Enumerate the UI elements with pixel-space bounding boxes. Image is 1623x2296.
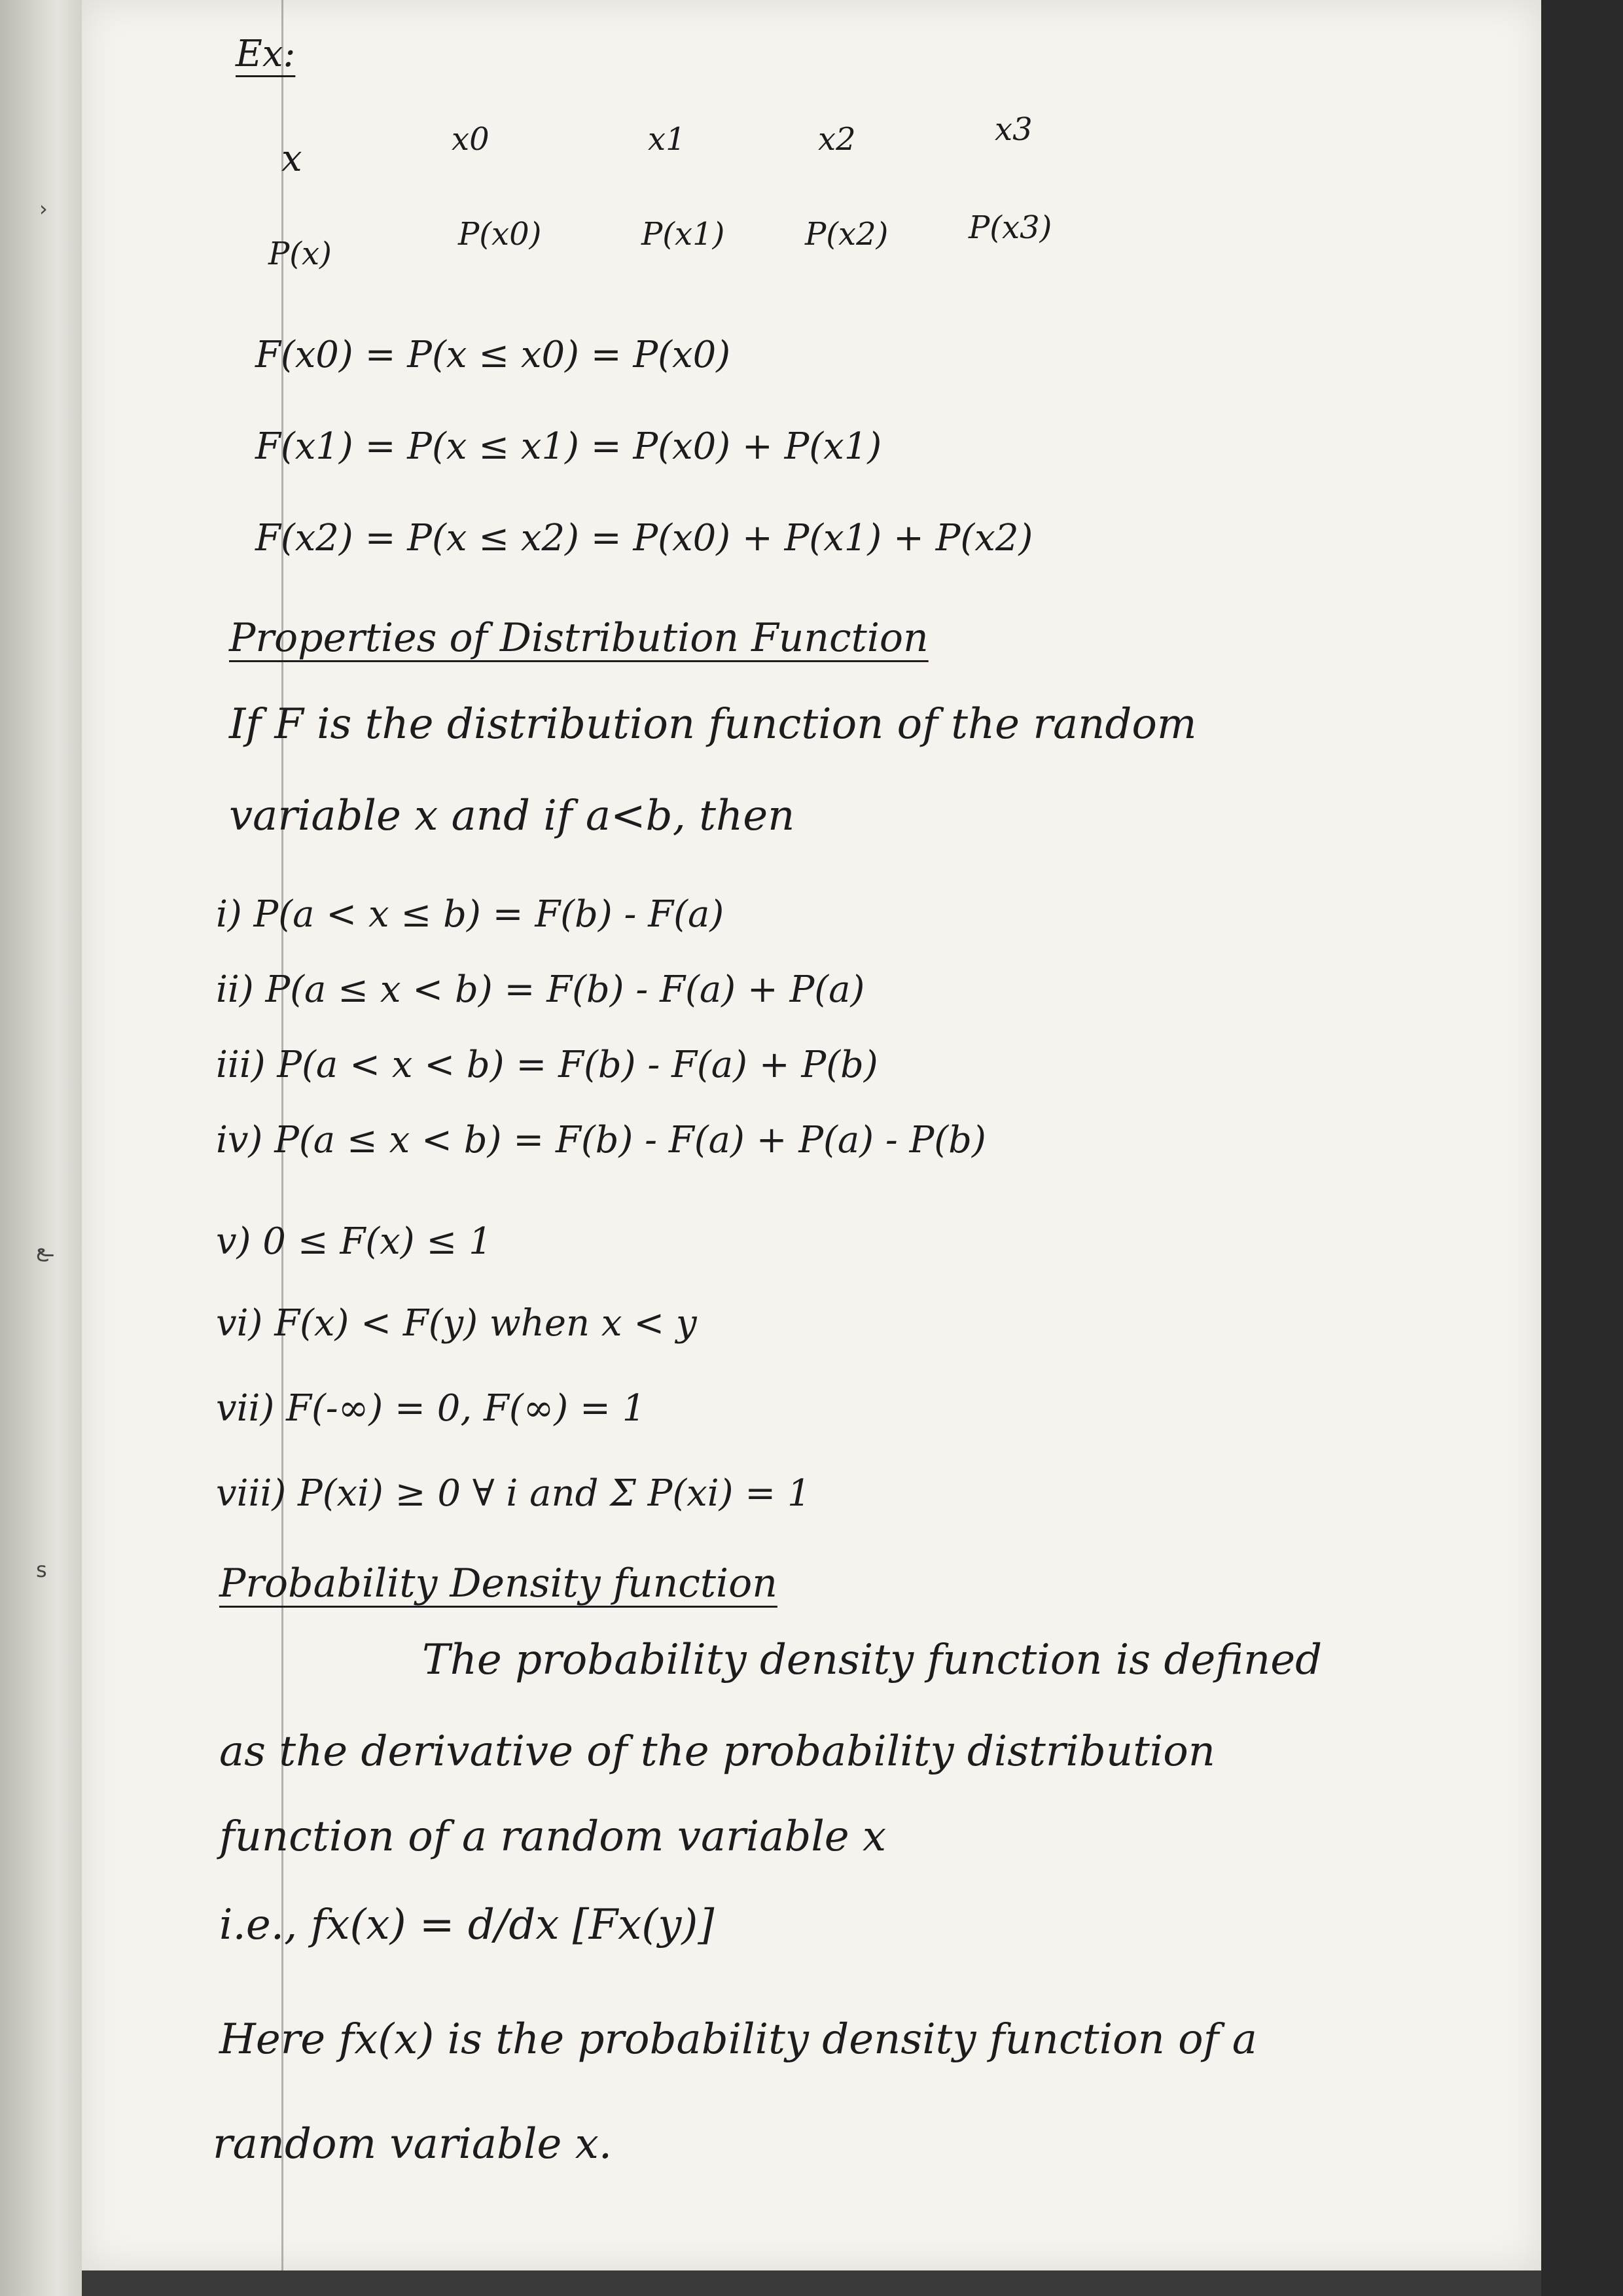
cdf-line-2: F(x1) = P(x ≤ x1) = P(x0) + P(x1) — [255, 425, 882, 468]
property-item-5: v) 0 ≤ F(x) ≤ 1 — [216, 1220, 492, 1263]
table-cell-px: P(x) — [268, 236, 332, 272]
pdf-here-line-2: random variable x. — [213, 2120, 613, 2168]
table-cell-x0: x0 — [452, 121, 490, 158]
properties-intro-line-1: If F is the distribution function of the random — [229, 700, 1197, 749]
table-cell-px2: P(x2) — [805, 216, 889, 253]
property-item-7: vii) F(-∞) = 0, F(∞) = 1 — [216, 1387, 646, 1430]
pdf-heading: Probability Density function — [219, 1561, 777, 1606]
properties-heading: Properties of Distribution Function — [229, 615, 929, 661]
table-cell-px0: P(x0) — [458, 216, 542, 253]
notebook-binding — [0, 0, 82, 2296]
page-bottom-edge — [82, 2270, 1541, 2296]
margin-mark-1: › — [39, 196, 48, 221]
pdf-line-3: function of a random variable x — [219, 1812, 887, 1861]
pdf-formula: i.e., fx(x) = d/dx [Fx(y)] — [219, 1901, 715, 1949]
pdf-here-line-1: Here fx(x) is the probability density function of a — [219, 2015, 1257, 2064]
pdf-line-2: as the derivative of the probability distribution — [219, 1727, 1215, 1776]
table-cell-x2: x2 — [818, 121, 856, 158]
property-item-1: i) P(a < x ≤ b) = F(b) - F(a) — [216, 893, 724, 936]
property-item-2: ii) P(a ≤ x < b) = F(b) - F(a) + P(a) — [216, 968, 865, 1011]
property-item-6: vi) F(x) < F(y) when x < y — [216, 1302, 697, 1345]
table-cell-x: x — [281, 137, 302, 180]
margin-mark-2: ـع — [36, 1237, 54, 1262]
table-cell-x3: x3 — [995, 111, 1033, 148]
property-item-4: iv) P(a ≤ x < b) = F(b) - F(a) + P(a) - P(b) — [216, 1119, 986, 1161]
table-cell-px3: P(x3) — [969, 209, 1052, 246]
example-label: Ex: — [236, 33, 296, 75]
cdf-line-3: F(x2) = P(x ≤ x2) = P(x0) + P(x1) + P(x2) — [255, 517, 1033, 559]
margin-mark-3: s — [36, 1557, 47, 1582]
cdf-line-1: F(x0) = P(x ≤ x0) = P(x0) — [255, 334, 731, 376]
table-cell-x1: x1 — [648, 121, 686, 158]
property-item-8: viii) P(xi) ≥ 0 ∀ i and Σ P(xi) = 1 — [216, 1472, 811, 1515]
pdf-line-1: The probability density function is defined — [422, 1636, 1323, 1684]
properties-intro-line-2: variable x and if a<b, then — [229, 792, 795, 840]
property-item-3: iii) P(a < x < b) = F(b) - F(a) + P(b) — [216, 1044, 878, 1086]
table-cell-px1: P(x1) — [641, 216, 725, 253]
